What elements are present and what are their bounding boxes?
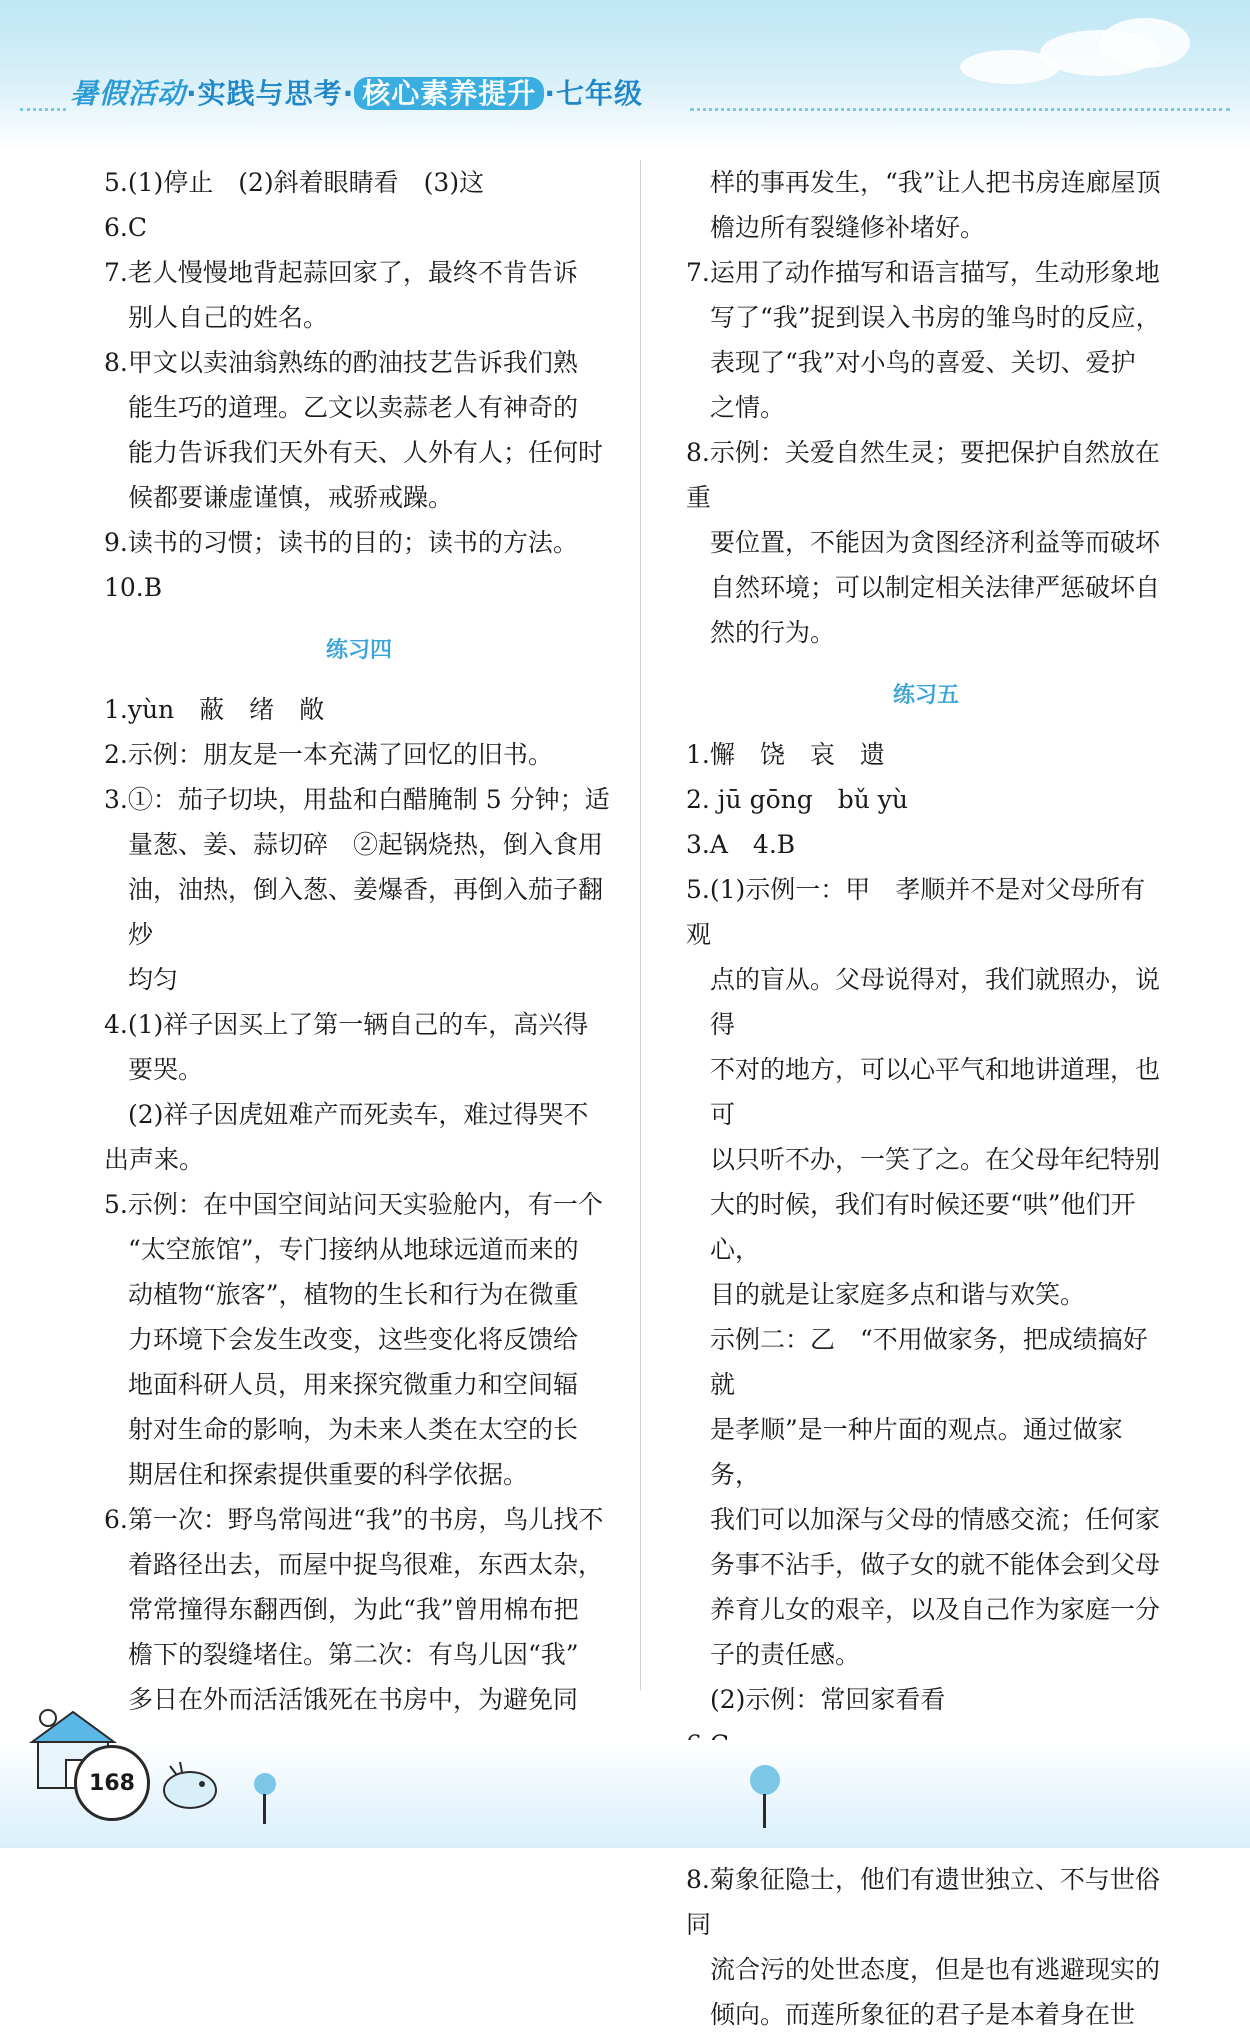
answer-line: 动植物“旅客”，植物的生长和行为在微重: [128, 1280, 579, 1309]
answer-line: 8.菊象征隐士，他们有遗世独立、不与世俗同: [686, 1865, 1160, 1939]
left-column: [104, 160, 614, 1722]
answer-line: 能力告诉我们天外有天、人外有人；任何时: [128, 438, 604, 467]
answer-line: 候都要谦虚谨慎，戒骄戒躁。: [128, 483, 454, 512]
answer-line: 3.①：茄子切块，用盐和白醋腌制 5 分钟；适: [104, 785, 610, 814]
answer-line: 5.(1)停止 (2)斜着眼睛看 (3)这: [104, 168, 485, 197]
answer-line: 以只听不办，一笑了之。在父母年纪特别: [710, 1145, 1161, 1174]
answer-line: (2)示例：常回家看看: [710, 1685, 946, 1714]
dotted-rule-right: [690, 108, 1230, 111]
answer-line: 然的行为。: [710, 618, 836, 647]
title-part-practice: ·实践与思考·: [186, 77, 355, 110]
answer-line: 5.示例：在中国空间站问天实验舱内，有一个: [104, 1190, 603, 1219]
answer-line: 10.B: [104, 573, 163, 602]
answer-line: 示例二：乙 “不用做家务，把成绩搞好就: [710, 1325, 1148, 1399]
answer-line: 要位置，不能因为贪图经济利益等而破坏: [710, 528, 1161, 557]
answer-line: 6.C: [104, 213, 147, 242]
answer-line: 能生巧的道理。乙文以卖蒜老人有神奇的: [128, 393, 579, 422]
title-part-summer-activity: 暑假活动: [70, 77, 187, 110]
column-divider: [640, 160, 641, 1690]
answer-line: 4.(1)祥子因买上了第一辆自己的车，高兴得: [104, 1010, 589, 1039]
answer-line: 多日在外而活活饿死在书房中，为避免同: [128, 1685, 579, 1714]
answer-line: 射对生命的影响，为未来人类在太空的长: [128, 1415, 579, 1444]
answer-line: 6.第一次：野鸟常闯进“我”的书房，鸟儿找不: [104, 1505, 604, 1534]
answer-line: 之情。: [710, 393, 786, 422]
answer-line: 7.老人慢慢地背起蒜回家了，最终不肯告诉: [104, 258, 578, 287]
section-title-exercise-4: 练习四: [325, 638, 392, 663]
answer-line: 养育儿女的艰辛，以及自己作为家庭一分: [710, 1595, 1161, 1624]
answer-line: 5.(1)示例一：甲 孝顺并不是对父母所有观: [686, 875, 1146, 949]
tree-icon: [745, 1762, 785, 1832]
cloud-decoration: [960, 50, 1060, 84]
answer-line: 3.A 4.B: [686, 830, 796, 859]
answer-line: 我们可以加深与父母的情感交流；任何家: [710, 1505, 1161, 1534]
answer-line: 是孝顺”是一种片面的观点。通过做家务，: [710, 1415, 1123, 1489]
answer-line: 檐下的裂缝堵住。第二次：有鸟儿因“我”: [128, 1640, 579, 1669]
answer-line: 1.懈 饶 哀 遗: [686, 740, 885, 769]
cloud-decoration: [1100, 18, 1190, 68]
answer-line: 量葱、姜、蒜切碎 ②起锅烧热，倒入食用: [128, 830, 604, 859]
answer-line: 自然环境；可以制定相关法律严惩破坏自: [710, 573, 1161, 602]
answer-line: 均匀: [128, 965, 179, 994]
answer-line: (2)祥子因虎妞难产而死卖车，难过得哭不: [128, 1100, 589, 1129]
answer-line: 子的责任感。: [710, 1640, 861, 1669]
answer-line: 流合污的处世态度，但是也有逃避现实的: [710, 1955, 1161, 1984]
answer-line: 点的盲从。父母说得对，我们就照办，说得: [710, 965, 1161, 1039]
answer-line: 倾向。而莲所象征的君子是本着身在世: [710, 2000, 1136, 2029]
tree-icon: [250, 1770, 280, 1830]
title-part-literacy: 核心素养提升: [354, 77, 544, 110]
answer-line: 2. jū gōng bǔ yù: [686, 785, 909, 814]
answer-line: 务事不沾手，做子女的就不能体会到父母: [710, 1550, 1161, 1579]
title-part-grade: ·七年级: [544, 77, 643, 110]
dotted-rule-left: [20, 108, 66, 111]
answer-line: 9.读书的习惯；读书的目的；读书的方法。: [104, 528, 578, 557]
answer-line: 样的事再发生，“我”让人把书房连廊屋顶: [710, 168, 1161, 197]
page-number: 168: [74, 1745, 150, 1821]
answer-line: “太空旅馆”，专门接纳从地球远道而来的: [128, 1235, 579, 1264]
answer-line: 着路径出去，而屋中捉鸟很难，东西太杂，: [128, 1550, 604, 1579]
answer-line: 目的就是让家庭多点和谐与欢笑。: [710, 1280, 1086, 1309]
answer-line: 大的时候，我们有时候还要“哄”他们开心，: [710, 1190, 1136, 1264]
answer-line: 常常撞得东翻西倒，为此“我”曾用棉布把: [128, 1595, 579, 1624]
answer-line: 7.运用了动作描写和语言描写，生动形象地: [686, 258, 1160, 287]
answer-line: 1.yùn 蔽 绪 敞: [104, 695, 325, 724]
answer-line: 8.示例：关爱自然生灵；要把保护自然放在重: [686, 438, 1160, 512]
answer-line: 力环境下会发生改变，这些变化将反馈给: [128, 1325, 579, 1354]
answer-line: 地面科研人员，用来探究微重力和空间辐: [128, 1370, 579, 1399]
answer-line: 出声来。: [104, 1145, 205, 1174]
answer-line: 要哭。: [128, 1055, 204, 1084]
answer-line: 2.示例：朋友是一本充满了回忆的旧书。: [104, 740, 553, 769]
answer-line: 不对的地方，可以心平气和地讲道理，也可: [710, 1055, 1161, 1129]
answer-line: 表现了“我”对小鸟的喜爱、关切、爱护: [710, 348, 1136, 377]
book-series-title: [70, 72, 643, 112]
answer-line: 8.甲文以卖油翁熟练的酌油技艺告诉我们熟: [104, 348, 578, 377]
answer-line: 期居住和探索提供重要的科学依据。: [128, 1460, 529, 1489]
answer-line: 檐边所有裂缝修补堵好。: [710, 213, 986, 242]
answer-line: 别人自己的姓名。: [128, 303, 329, 332]
answer-line: 油，油热，倒入葱、姜爆香，再倒入茄子翻炒: [128, 875, 604, 949]
bird-icon: [150, 1758, 230, 1818]
answer-line: 写了“我”捉到误入书房的雏鸟时的反应，: [710, 303, 1161, 332]
section-title-exercise-5: 练习五: [892, 683, 959, 708]
